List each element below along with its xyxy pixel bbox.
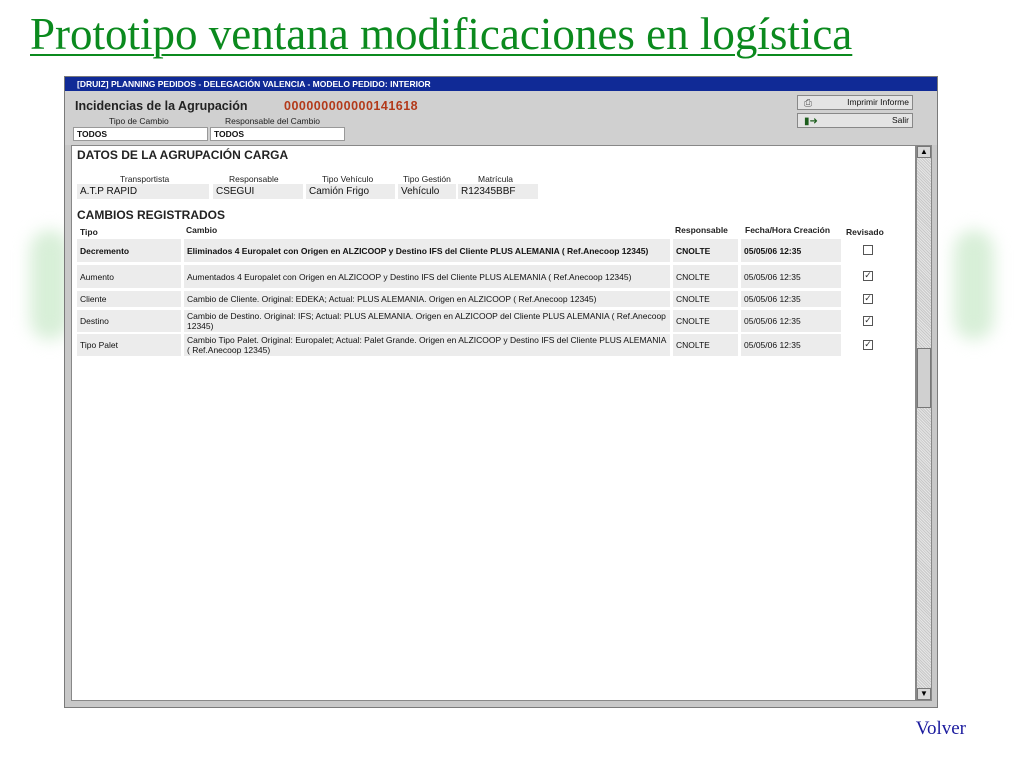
row-fecha: 05/05/06 12:35 bbox=[741, 265, 841, 288]
row-fecha: 05/05/06 12:35 bbox=[741, 310, 841, 332]
table-row[interactable] bbox=[77, 310, 877, 332]
scrollbar-thumb[interactable] bbox=[917, 348, 931, 408]
row-cambio: Aumentados 4 Europalet con Origen en ALZICOOP y Destino IFS del Cliente PLUS ALEMANIA ( Ref.Anecoop 12345) bbox=[184, 265, 670, 288]
row-fecha: 05/05/06 12:35 bbox=[741, 334, 841, 356]
window-titlebar: [DRUIZ] PLANNING PEDIDOS - DELEGACIÓN VALENCIA - MODELO PEDIDO: INTERIOR bbox=[65, 77, 937, 91]
row-tipo: Decremento bbox=[77, 239, 181, 262]
revisado-checkbox[interactable]: ✓ bbox=[864, 339, 872, 349]
col-header-responsable: Responsable bbox=[675, 225, 728, 235]
row-cambio: Eliminados 4 Europalet con Origen en ALZICOOP y Destino IFS del Cliente PLUS ALEMANIA ( Ref.Anecoop 12345) bbox=[184, 239, 670, 262]
row-fecha: 05/05/06 12:35 bbox=[741, 239, 841, 262]
row-tipo: Destino bbox=[77, 310, 181, 332]
printer-icon: ⎙ bbox=[804, 98, 812, 109]
datos-section-title: DATOS DE LA AGRUPACIÓN CARGA bbox=[77, 148, 289, 162]
tipo-vehiculo-header: Tipo Vehículo bbox=[322, 174, 374, 184]
print-report-button[interactable] bbox=[797, 95, 913, 110]
row-tipo: Cliente bbox=[77, 291, 181, 307]
exit-button[interactable] bbox=[797, 113, 913, 128]
row-responsable: CNOLTE bbox=[673, 265, 738, 288]
vertical-scrollbar[interactable] bbox=[916, 145, 932, 701]
scroll-up-arrow-icon[interactable]: ▲ bbox=[917, 146, 931, 158]
agrupacion-number: 000000000000141618 bbox=[284, 99, 419, 113]
window-header bbox=[65, 91, 937, 145]
row-responsable: CNOLTE bbox=[673, 291, 738, 307]
col-header-cambio: Cambio bbox=[186, 225, 218, 235]
row-responsable: CNOLTE bbox=[673, 334, 738, 356]
cambios-section-title: CAMBIOS REGISTRADOS bbox=[77, 208, 226, 222]
responsable-value: CSEGUI bbox=[213, 184, 303, 199]
table-row[interactable] bbox=[77, 334, 877, 356]
responsable-cambio-label: Responsable del Cambio bbox=[225, 116, 320, 126]
row-responsable: CNOLTE bbox=[673, 239, 738, 262]
exit-label: Salir bbox=[891, 115, 909, 125]
exit-door-icon: ▮➜ bbox=[804, 116, 818, 127]
row-responsable: CNOLTE bbox=[673, 310, 738, 332]
row-tipo: Tipo Palet bbox=[77, 334, 181, 356]
table-row[interactable] bbox=[77, 239, 877, 262]
responsable-cambio-field[interactable]: TODOS bbox=[210, 127, 345, 141]
transportista-value: A.T.P RAPID bbox=[77, 184, 209, 199]
content-panel bbox=[71, 145, 916, 701]
tipo-vehiculo-value: Camión Frigo bbox=[306, 184, 395, 199]
tipo-gestion-header: Tipo Gestión bbox=[403, 174, 451, 184]
col-header-tipo: Tipo bbox=[80, 227, 98, 237]
tipo-cambio-field[interactable]: TODOS bbox=[73, 127, 208, 141]
row-cambio: Cambio de Cliente. Original: EDEKA; Actual: PLUS ALEMANIA. Origen en ALZICOOP ( Ref.Anecoop 12345) bbox=[184, 291, 670, 307]
matricula-header: Matrícula bbox=[478, 174, 513, 184]
row-cambio: Cambio Tipo Palet. Original: Europalet; Actual: Palet Grande. Origen en ALZICOOP y Destino IFS del Cliente PLUS ALEMANIA ( Ref.Anecoop 12345) bbox=[184, 334, 670, 356]
row-fecha: 05/05/06 12:35 bbox=[741, 291, 841, 307]
row-tipo: Aumento bbox=[77, 265, 181, 288]
col-header-fecha: Fecha/Hora Creación bbox=[745, 225, 831, 235]
tipo-cambio-label: Tipo de Cambio bbox=[109, 116, 169, 126]
matricula-value: R12345BBF bbox=[458, 184, 538, 199]
incidencias-heading: Incidencias de la Agrupación bbox=[75, 99, 248, 113]
revisado-checkbox[interactable]: ✓ bbox=[864, 293, 872, 303]
scroll-down-arrow-icon[interactable]: ▼ bbox=[917, 688, 931, 700]
app-window bbox=[64, 76, 938, 708]
revisado-checkbox[interactable]: ✓ bbox=[864, 315, 872, 325]
table-row[interactable] bbox=[77, 265, 877, 288]
transportista-header: Transportista bbox=[120, 174, 170, 184]
volver-link[interactable]: Volver bbox=[915, 718, 966, 739]
tipo-gestion-value: Vehículo bbox=[398, 184, 456, 199]
responsable-header: Responsable bbox=[229, 174, 279, 184]
slide-title: Prototipo ventana modificaciones en logística bbox=[30, 9, 853, 59]
print-report-label: Imprimir Informe bbox=[847, 97, 909, 107]
row-cambio: Cambio de Destino. Original: IFS; Actual: PLUS ALEMANIA. Origen en ALZICOOP del Cliente PLUS ALEMANIA ( Ref.Anecoop 12345) bbox=[184, 310, 670, 332]
col-header-revisado: Revisado bbox=[846, 227, 884, 237]
revisado-checkbox[interactable]: ✓ bbox=[864, 270, 872, 280]
decorative-glow-right bbox=[954, 230, 994, 340]
revisado-checkbox[interactable] bbox=[863, 245, 873, 255]
table-row[interactable] bbox=[77, 291, 877, 307]
